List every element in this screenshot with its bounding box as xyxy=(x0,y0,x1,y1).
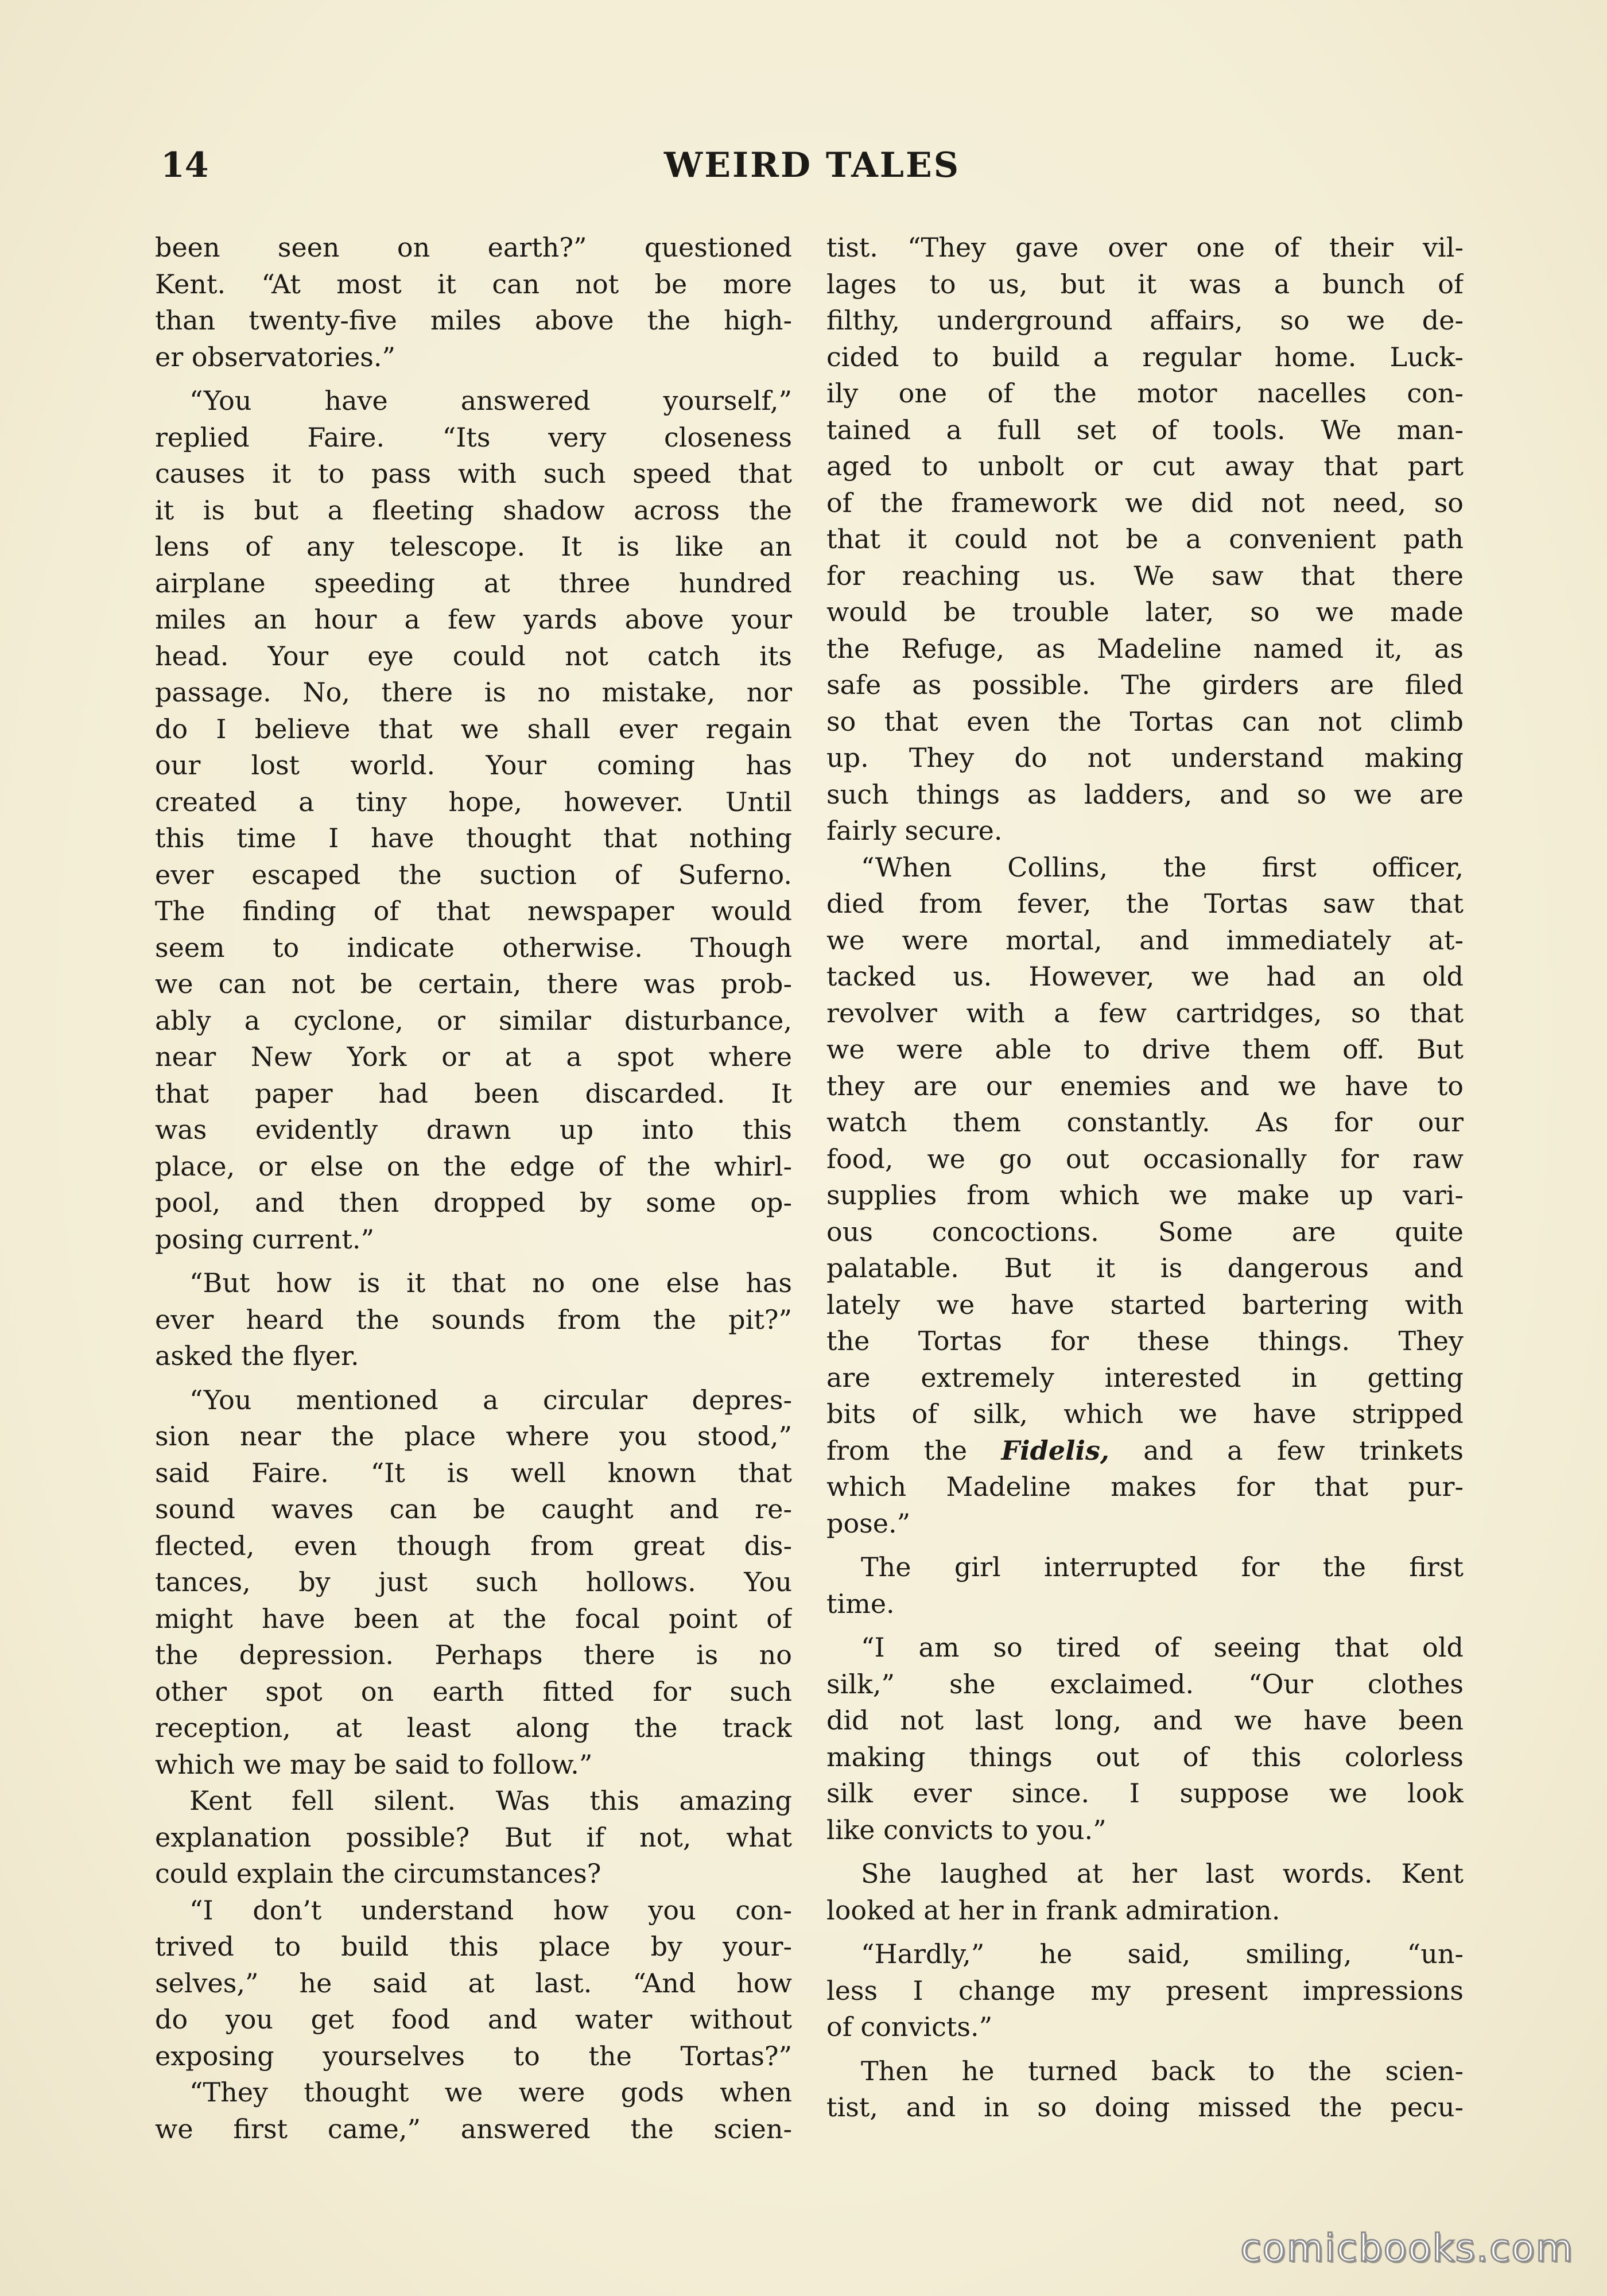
text-line: reception, at least along the track xyxy=(155,1712,792,1743)
text-line: causes it to pass with such speed that xyxy=(155,458,792,489)
text-line: was evidently drawn up into this xyxy=(155,1114,792,1145)
text-line: bits of silk, which we have stripped xyxy=(826,1398,1464,1429)
text-line: The finding of that newspaper would xyxy=(155,895,792,926)
text-line: other spot on earth fitted for such xyxy=(155,1676,792,1707)
text-line: cided to build a regular home. Luck- xyxy=(826,341,1464,373)
text-line: might have been at the focal point of xyxy=(155,1603,792,1634)
text-line: “I am so tired of seeing that old xyxy=(861,1632,1464,1663)
page-number: 14 xyxy=(161,145,209,185)
text-line: that it could not be a convenient path xyxy=(826,523,1464,554)
text-line: making things out of this colorless xyxy=(826,1741,1464,1773)
text-line: we were mortal, and immediately at- xyxy=(826,924,1464,956)
text-line: aged to unbolt or cut away that part xyxy=(826,451,1464,482)
text-line: silk,” she exclaimed. “Our clothes xyxy=(826,1668,1464,1700)
text-line: tained a full set of tools. We man- xyxy=(826,414,1464,445)
text-line: would be trouble later, so we made xyxy=(826,596,1464,627)
text-line: for reaching us. We saw that there xyxy=(826,560,1464,591)
text-line: looked at her in frank admiration. xyxy=(826,1894,1280,1926)
text-line: they are our enemies and we have to xyxy=(826,1070,1464,1102)
text-line: place, or else on the edge of the whirl- xyxy=(155,1150,792,1182)
text-line: watch them constantly. As for our xyxy=(826,1107,1464,1138)
text-line: selves,” he said at last. “And how xyxy=(155,1967,792,1999)
text-line: food, we go out occasionally for raw xyxy=(826,1143,1464,1174)
page-header xyxy=(161,142,1464,188)
text-line: tances, by just such hollows. You xyxy=(155,1566,792,1597)
text-line: that paper had been discarded. It xyxy=(155,1077,792,1109)
text-line: do you get food and water without xyxy=(155,2004,792,2035)
text-line: less I change my present impressions xyxy=(826,1975,1464,2006)
text-line: lages to us, but it was a bunch of xyxy=(826,268,1464,300)
text-line: died from fever, the Tortas saw that xyxy=(826,888,1464,919)
text-line: exposing yourselves to the Tortas?” xyxy=(155,2040,792,2072)
text-line: posing current.” xyxy=(155,1223,374,1255)
text-line: safe as possible. The girders are filed xyxy=(826,669,1464,700)
text-line: “Hardly,” he said, smiling, “un- xyxy=(861,1938,1464,1969)
text-line: lately we have started bartering with xyxy=(826,1289,1464,1320)
text-column-right xyxy=(826,230,1464,2126)
text-line: the Tortas for these things. They xyxy=(826,1325,1464,1356)
text-line: we were able to drive them off. But xyxy=(826,1034,1464,1065)
running-head: WEIRD TALES xyxy=(663,145,961,185)
text-line: such things as ladders, and so we are xyxy=(826,778,1464,810)
text-line: this time I have thought that nothing xyxy=(155,823,792,854)
text-line: did not last long, and we have been xyxy=(826,1705,1464,1736)
ship-name-italic: Fidelis, xyxy=(1001,1434,1109,1466)
text-line: er observatories.” xyxy=(155,341,396,373)
text-line: lens of any telescope. It is like an xyxy=(155,531,792,562)
text-line: said Faire. “It is well known that xyxy=(155,1457,792,1488)
text-line: “They thought we were gods when xyxy=(189,2077,792,2108)
text-line: revolver with a few cartridges, so that xyxy=(826,997,1464,1029)
text-line: the Refuge, as Madeline named it, as xyxy=(826,633,1464,664)
text-fragment: from the xyxy=(826,1434,1002,1466)
text-line: filthy, underground affairs, so we de- xyxy=(826,305,1464,336)
text-line xyxy=(826,1433,1464,1469)
text-line: “You mentioned a circular depres- xyxy=(189,1384,792,1415)
text-line: supplies from which we make up vari- xyxy=(826,1180,1464,1211)
text-line: pose.” xyxy=(826,1507,911,1539)
text-line: ever heard the sounds from the pit?” xyxy=(155,1304,792,1335)
text-line: “But how is it that no one else has xyxy=(189,1267,792,1298)
text-line: sound waves can be caught and re- xyxy=(155,1494,792,1525)
text-line: our lost world. Your coming has xyxy=(155,750,792,781)
text-line: Kent fell silent. Was this amazing xyxy=(189,1785,792,1816)
text-line: flected, even though from great dis- xyxy=(155,1530,792,1561)
text-line: She laughed at her last words. Kent xyxy=(861,1858,1464,1889)
text-line: Then he turned back to the scien- xyxy=(861,2055,1464,2086)
text-line: passage. No, there is no mistake, nor xyxy=(155,677,792,708)
text-line: “I don’t understand how you con- xyxy=(189,1894,792,1926)
text-line: could explain the circumstances? xyxy=(155,1858,601,1889)
text-line: of convicts.” xyxy=(826,2011,993,2042)
text-line: up. They do not understand making xyxy=(826,742,1464,773)
text-line: asked the flyer. xyxy=(155,1340,359,1371)
text-line: near New York or at a spot where xyxy=(155,1041,792,1072)
text-line: which we may be said to follow.” xyxy=(155,1748,593,1780)
text-line: tist, and in so doing missed the pecu- xyxy=(826,2092,1464,2123)
text-line: sion near the place where you stood,” xyxy=(155,1421,792,1452)
text-line: we first came,” answered the scien- xyxy=(155,2113,792,2144)
text-line: been seen on earth?” questioned xyxy=(155,232,792,263)
text-line: replied Faire. “Its very closeness xyxy=(155,421,792,453)
text-fragment: and a few trinkets xyxy=(1109,1434,1464,1466)
text-line: the depression. Perhaps there is no xyxy=(155,1639,792,1670)
text-line: so that even the Tortas can not climb xyxy=(826,705,1464,737)
text-line: silk ever since. I suppose we look xyxy=(826,1778,1464,1809)
text-line: time. xyxy=(826,1588,895,1619)
text-line: explanation possible? But if not, what xyxy=(155,1821,792,1853)
text-line: are extremely interested in getting xyxy=(826,1362,1464,1393)
text-line: do I believe that we shall ever regain xyxy=(155,713,792,744)
text-line: “When Collins, the first officer, xyxy=(861,851,1464,883)
text-line: we can not be certain, there was prob- xyxy=(155,968,792,999)
text-line: “You have answered yourself,” xyxy=(189,385,792,416)
text-line: ily one of the motor nacelles con- xyxy=(826,378,1464,409)
text-line: Kent. “At most it can not be more xyxy=(155,268,792,300)
text-line: miles an hour a few yards above your xyxy=(155,604,792,635)
text-line: trived to build this place by your- xyxy=(155,1931,792,1962)
text-line: like convicts to you.” xyxy=(826,1814,1107,1845)
text-line: ever escaped the suction of Suferno. xyxy=(155,859,792,890)
text-line: than twenty-five miles above the high- xyxy=(155,305,792,336)
text-line: created a tiny hope, however. Until xyxy=(155,786,792,817)
text-line: of the framework we did not need, so xyxy=(826,487,1464,518)
text-line: airplane speeding at three hundred xyxy=(155,567,792,599)
text-line: The girl interrupted for the first xyxy=(861,1552,1464,1583)
text-line: tacked us. However, we had an old xyxy=(826,961,1464,992)
text-line: it is but a fleeting shadow across the xyxy=(155,494,792,526)
text-line: pool, and then dropped by some op- xyxy=(155,1187,792,1218)
text-line: head. Your eye could not catch its xyxy=(155,640,792,672)
text-line: palatable. But it is dangerous and xyxy=(826,1252,1464,1283)
text-line: which Madeline makes for that pur- xyxy=(826,1471,1464,1502)
text-column-left xyxy=(155,230,792,2147)
text-line: tist. “They gave over one of their vil- xyxy=(826,232,1464,263)
text-line: ous concoctions. Some are quite xyxy=(826,1216,1464,1247)
text-line: fairly secure. xyxy=(826,815,1003,846)
text-line: seem to indicate otherwise. Though xyxy=(155,932,792,963)
watermark-text: comicbooks.com xyxy=(1240,2226,1574,2270)
text-line: ably a cyclone, or similar disturbance, xyxy=(155,1004,792,1036)
